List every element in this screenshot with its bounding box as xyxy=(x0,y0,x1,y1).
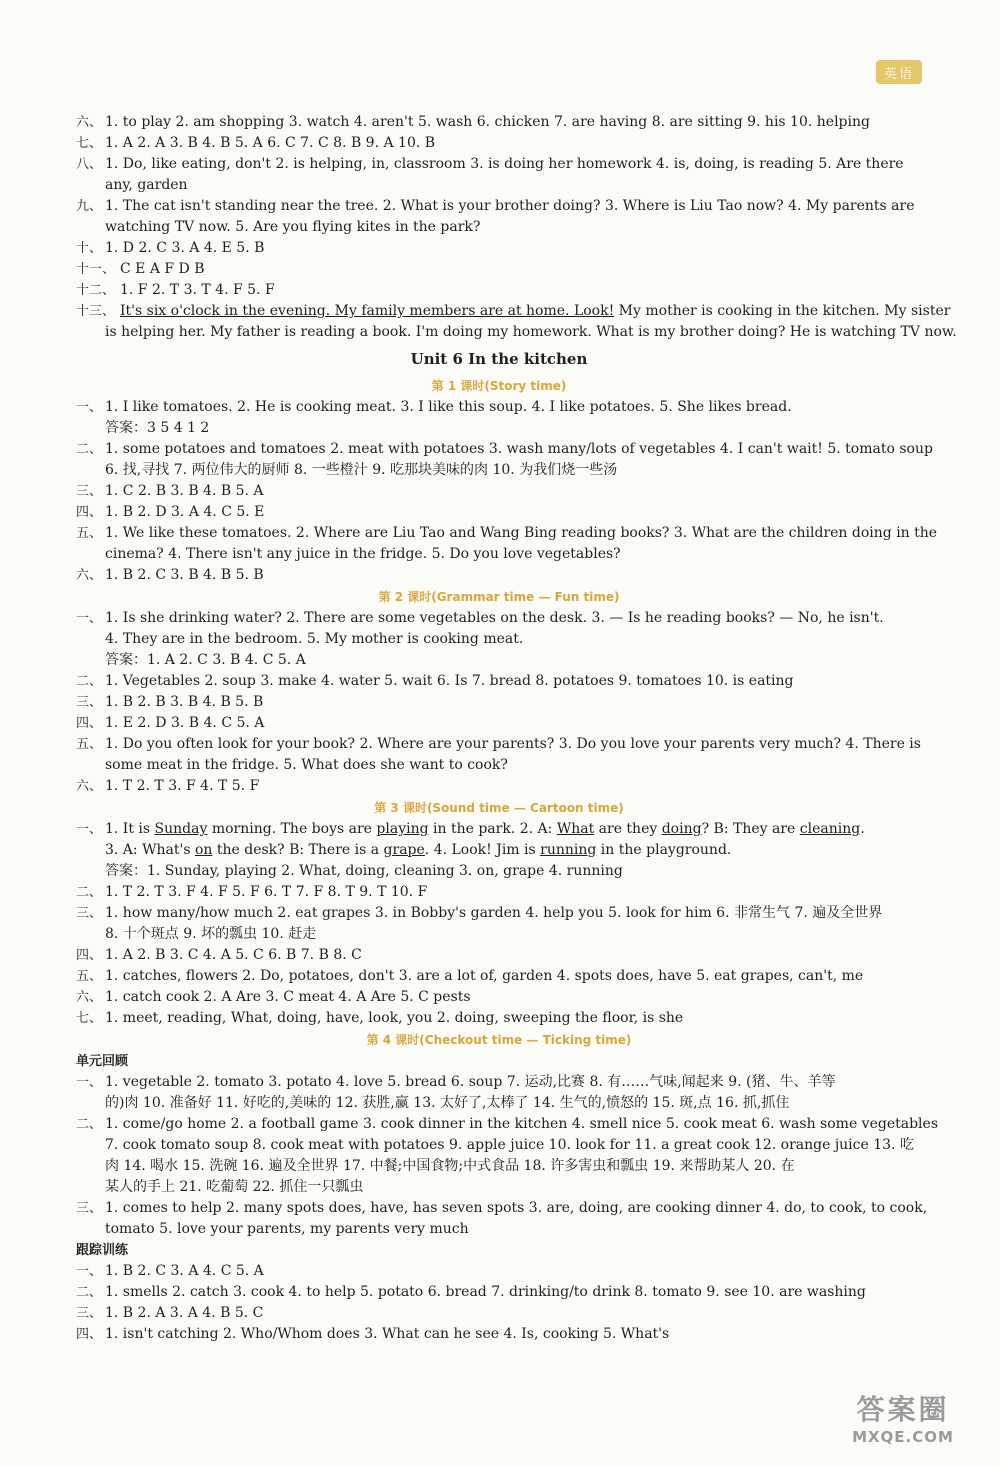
question-number: 四、 xyxy=(76,505,103,520)
answer-line xyxy=(76,1219,922,1240)
answer-text: 1. F 2. T 3. T 4. F 5. F xyxy=(120,282,275,298)
answer-line xyxy=(76,1135,922,1156)
question-number: 十二、 xyxy=(76,283,116,298)
answer-line xyxy=(76,966,922,987)
answer-line xyxy=(76,1282,922,1303)
answer-text: tomato 5. love your parents, my parents very much xyxy=(105,1221,469,1237)
answer-line-13-cont: is helping her. My father is reading a book. I'm doing my homework. What is my brother doing? He is watching TV now. xyxy=(105,324,957,340)
answer-line xyxy=(76,671,922,692)
answer-line xyxy=(76,133,922,154)
answer-line xyxy=(76,217,922,238)
answer-text: 4. They are in the bedroom. 5. My mother is cooking meat. xyxy=(105,631,524,647)
question-number: 一、 xyxy=(76,1264,103,1279)
subject-tag: 英语 xyxy=(876,60,922,84)
question-number: 四、 xyxy=(76,716,103,731)
answer-text: 1. B 2. D 3. A 4. C 5. E xyxy=(105,504,265,520)
lesson-3-line-1: 一、 1. It is Sunday morning. The boys are playing in the park. 2. A: What are they doing? B: They are cleaning. xyxy=(76,821,865,837)
answer-text: 肉 14. 喝水 15. 洗碗 16. 遍及全世界 17. 中餐;中国食物;中式食品 18. 许多害虫和瓢虫 19. 来帮助某人 20. 在 xyxy=(105,1158,795,1174)
answer-line xyxy=(76,1261,922,1282)
answer-text: 1. The cat isn't standing near the tree. 2. What is your brother doing? 3. Where is Liu Tao now? 4. My parents are xyxy=(105,198,915,214)
answer-line xyxy=(76,112,922,133)
practice-heading: 跟踪训练 xyxy=(76,1243,129,1258)
question-number: 一、 xyxy=(76,611,103,626)
answer-text: 答案：1. Sunday, playing 2. What, doing, cleaning 3. on, grape 4. running xyxy=(105,863,623,879)
answer-text: C E A F D B xyxy=(120,261,205,277)
question-number: 六、 xyxy=(76,779,103,794)
answer-line xyxy=(76,1008,922,1029)
question-number: 五、 xyxy=(76,737,103,752)
answer-text: any, garden xyxy=(105,177,188,193)
answer-line xyxy=(76,650,922,671)
question-number: 七、 xyxy=(76,136,103,151)
lesson-3-line-2: 3. A: What's on the desk? B: There is a grape. 4. Look! Jim is running in the playground. xyxy=(105,842,732,858)
question-number: 四、 xyxy=(76,948,103,963)
answer-line xyxy=(76,1198,928,1219)
answer-text: 1. B 2. A 3. A 4. B 5. C xyxy=(105,1305,264,1321)
answer-text: 1. Is she drinking water? 2. There are some vegetables on the desk. 3. — Is he reading books? — No, he isn't. xyxy=(105,610,884,626)
answer-line xyxy=(76,882,922,903)
answer-line xyxy=(76,945,922,966)
answer-line xyxy=(76,903,922,924)
answer-line xyxy=(76,481,922,502)
previous-unit-answers xyxy=(76,112,922,301)
question-number: 七、 xyxy=(76,1011,103,1026)
answer-line xyxy=(76,523,938,544)
answer-text: 1. A 2. B 3. C 4. A 5. C 6. B 7. B 8. C xyxy=(105,947,362,963)
lesson-3-title: 第 3 课时(Sound time — Cartoon time) xyxy=(374,801,624,815)
lesson-4-title: 第 4 课时(Checkout time — Ticking time) xyxy=(366,1033,632,1047)
lesson-1-answers xyxy=(76,397,938,586)
answer-line xyxy=(76,608,922,629)
answer-text: 1. E 2. D 3. B 4. C 5. A xyxy=(105,715,265,731)
question-number: 三、 xyxy=(76,906,103,921)
answer-text: cinema? 4. There isn't any juice in the fridge. 5. Do you love vegetables? xyxy=(105,546,621,562)
answer-text: 1. some potatoes and tomatoes 2. meat with potatoes 3. wash many/lots of vegetables 4. I can't wait! 5. tomato soup xyxy=(105,441,933,457)
review-heading: 单元回顾 xyxy=(76,1054,129,1069)
question-number: 十一、 xyxy=(76,262,116,277)
answer-text: 1. Do, like eating, don't 2. is helping, in, classroom 3. is doing her homework 4. is, doing, is reading 5. Are there xyxy=(105,156,904,172)
answer-line xyxy=(76,861,922,882)
practice-answers xyxy=(76,1261,922,1345)
answer-text: 1. smells 2. catch 3. cook 4. to help 5. potato 6. bread 7. drinking/to drink 8. tomato 9. see 10. are washing xyxy=(105,1284,866,1300)
answer-line xyxy=(76,1072,922,1093)
question-number: 二、 xyxy=(76,1117,103,1132)
answer-line xyxy=(76,987,922,1008)
review-answers xyxy=(76,1072,938,1240)
answer-text: some meat in the fridge. 5. What does she want to cook? xyxy=(105,757,508,773)
question-number: 六、 xyxy=(76,990,103,1005)
answer-text: 1. how many/how much 2. eat grapes 3. in Bobby's garden 4. help you 5. look for him 6. 非常生气 7. 遍及全世界 xyxy=(105,905,883,921)
answer-line xyxy=(76,460,922,481)
answer-text: 1. Do you often look for your book? 2. Where are your parents? 3. Do you love your parents very much? 4. There is xyxy=(105,736,921,752)
question-number: 三、 xyxy=(76,1306,103,1321)
answer-line xyxy=(76,418,922,439)
answer-text: 1. come/go home 2. a football game 3. cook dinner in the kitchen 4. smell nice 5. cook meat 6. wash some vegetables xyxy=(105,1116,938,1132)
answer-text: 1. We like these tomatoes. 2. Where are Liu Tao and Wang Bing reading books? 3. What are the children doing in the xyxy=(105,525,938,541)
question-number: 五、 xyxy=(76,969,103,984)
answer-text: 1. Vegetables 2. soup 3. make 4. water 5. wait 6. Is 7. bread 8. potatoes 9. tomatoes 10. is eating xyxy=(105,673,794,689)
answer-line xyxy=(76,196,922,217)
answer-text: 1. B 2. C 3. A 4. C 5. A xyxy=(105,1263,264,1279)
answer-line xyxy=(76,397,922,418)
answer-line xyxy=(76,924,922,945)
answer-line xyxy=(76,1093,922,1114)
answer-text: 答案：3 5 4 1 2 xyxy=(105,420,210,436)
lesson-3-answers xyxy=(76,861,922,1029)
lesson-1-title: 第 1 课时(Story time) xyxy=(431,379,567,393)
answer-text: 1. to play 2. am shopping 3. watch 4. aren't 5. wash 6. chicken 7. are having 8. are sitting 9. his 10. helping xyxy=(105,114,870,130)
question-number: 六、 xyxy=(76,568,103,583)
answer-text: 1. T 2. T 3. F 4. T 5. F xyxy=(105,778,260,794)
answer-text: 1. comes to help 2. many spots does, have, has seven spots 3. are, doing, are cooking dinner 4. do, to cook, to cook, xyxy=(105,1200,928,1216)
answer-text: 1. meet, reading, What, doing, have, look, you 2. doing, sweeping the floor, is she xyxy=(105,1010,684,1026)
unit-title: Unit 6 In the kitchen xyxy=(410,350,588,368)
question-number: 六、 xyxy=(76,115,103,130)
answer-page xyxy=(76,112,957,1345)
answer-line xyxy=(76,1177,922,1198)
answer-line xyxy=(76,755,922,776)
answer-text: 的)肉 10. 准备好 11. 好吃的,美味的 12. 获胜,赢 13. 太好了,太棒了 14. 生气的,愤怒的 15. 斑,点 16. 抓,抓住 xyxy=(105,1095,790,1111)
answer-line xyxy=(76,175,922,196)
question-number: 九、 xyxy=(76,199,103,214)
answer-text: 1. B 2. C 3. B 4. B 5. B xyxy=(105,567,264,583)
lesson-2-title: 第 2 课时(Grammar time — Fun time) xyxy=(378,590,620,604)
question-number: 三、 xyxy=(76,1201,103,1216)
question-number: 五、 xyxy=(76,526,103,541)
watermark-logo: 答案圈 MXQE.COM xyxy=(852,1393,954,1446)
answer-line xyxy=(76,280,922,301)
answer-text: 1. catches, flowers 2. Do, potatoes, don't 3. are a lot of, garden 4. spots does, have 5. eat grapes, can't, me xyxy=(105,968,864,984)
question-number: 二、 xyxy=(76,885,103,900)
answer-line-13: 十三、 It's six o'clock in the evening. My family members are at home. Look! My mother is cooking in the kitchen. My sister xyxy=(76,303,951,319)
answer-text: watching TV now. 5. Are you flying kites in the park? xyxy=(105,219,481,235)
answer-line xyxy=(76,713,922,734)
answer-line xyxy=(76,1303,922,1324)
question-number: 八、 xyxy=(76,157,103,172)
answer-text: 6. 找,寻找 7. 两位伟大的厨师 8. 一些橙汁 9. 吃那块美味的肉 10. 为我们烧一些汤 xyxy=(105,462,618,478)
answer-line xyxy=(76,1156,922,1177)
answer-line xyxy=(76,1324,922,1345)
answer-line xyxy=(76,692,922,713)
answer-line xyxy=(76,502,922,523)
question-number: 三、 xyxy=(76,695,103,710)
answer-line xyxy=(76,1114,938,1135)
answer-text: 8. 十个斑点 9. 坏的瓢虫 10. 赶走 xyxy=(105,926,317,942)
question-number: 二、 xyxy=(76,1285,103,1300)
answer-line xyxy=(76,629,922,650)
answer-line xyxy=(76,259,922,280)
question-number: 一、 xyxy=(76,400,103,415)
answer-line xyxy=(76,439,933,460)
answer-line xyxy=(76,154,922,175)
answer-line xyxy=(76,544,922,565)
question-number: 二、 xyxy=(76,674,103,689)
answer-text: 1. B 2. B 3. B 4. B 5. B xyxy=(105,694,264,710)
question-number: 三、 xyxy=(76,484,103,499)
answer-text: 1. I like tomatoes. 2. He is cooking meat. 3. I like this soup. 4. I like potatoes. 5. She likes bread. xyxy=(105,399,792,415)
answer-text: 某人的手上 21. 吃葡萄 22. 抓住一只瓢虫 xyxy=(105,1179,364,1195)
answer-line xyxy=(76,776,922,797)
answer-text: 1. C 2. B 3. B 4. B 5. A xyxy=(105,483,264,499)
answer-line xyxy=(76,734,922,755)
answer-text: 1. T 2. T 3. F 4. F 5. F 6. T 7. F 8. T 9. T 10. F xyxy=(105,884,428,900)
answer-line xyxy=(76,238,922,259)
answer-text: 7. cook tomato soup 8. cook meat with potatoes 9. apple juice 10. look for 11. a great cook 12. orange juice 13. 吃 xyxy=(105,1137,914,1153)
underlined-sentence: It's six o'clock in the evening. My family members are at home. Look! xyxy=(120,303,615,319)
lesson-2-answers xyxy=(76,608,922,797)
answer-text: 1. isn't catching 2. Who/Whom does 3. What can he see 4. Is, cooking 5. What's xyxy=(105,1326,670,1342)
answer-text: 1. catch cook 2. A Are 3. C meat 4. A Are 5. C pests xyxy=(105,989,471,1005)
question-number: 十、 xyxy=(76,241,103,256)
answer-line xyxy=(76,565,922,586)
answer-text: 1. D 2. C 3. A 4. E 5. B xyxy=(105,240,265,256)
question-number: 二、 xyxy=(76,442,103,457)
answer-text: 1. A 2. A 3. B 4. B 5. A 6. C 7. C 8. B 9. A 10. B xyxy=(105,135,436,151)
question-number: 四、 xyxy=(76,1327,103,1342)
question-number: 一、 xyxy=(76,1075,103,1090)
answer-text: 1. vegetable 2. tomato 3. potato 4. love 5. bread 6. soup 7. 运动,比赛 8. 有……气味,闻起来 9. (猪、牛、羊等 xyxy=(105,1074,836,1090)
answer-text: 答案：1. A 2. C 3. B 4. C 5. A xyxy=(105,652,306,668)
